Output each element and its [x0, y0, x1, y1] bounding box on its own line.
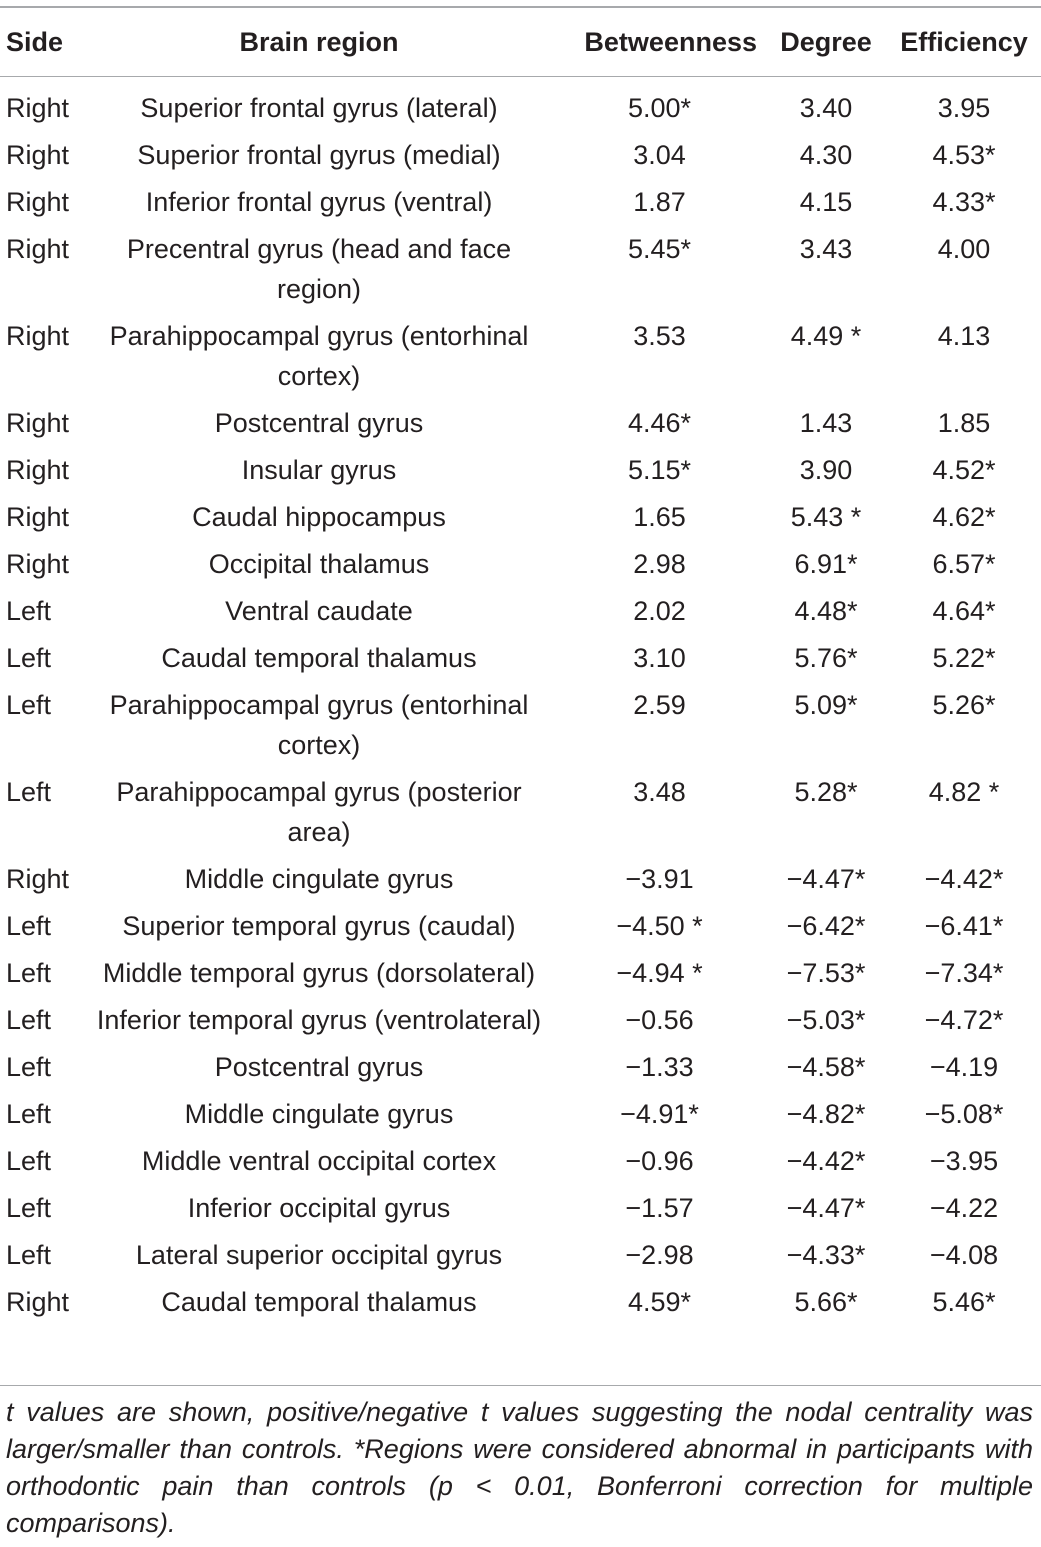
- table-row: [0, 446, 1041, 493]
- side-cell: Right: [6, 234, 70, 264]
- degree-cell: 5.66*: [794, 1287, 858, 1317]
- table-footnote: t values are shown, positive/negative t values suggesting the nodal centrality was larger/smaller than controls. *Regions were considered abnormal in participants with orthodontic pain than controls (p < 0.01, Bonferroni correction for multiple comparisons).: [6, 1397, 1033, 1538]
- table-row: [0, 1043, 1041, 1090]
- table-row: [0, 399, 1041, 446]
- efficiency-cell: −5.08*: [924, 1099, 1004, 1129]
- efficiency-cell: −7.34*: [924, 958, 1004, 988]
- side-cell: Right: [6, 321, 70, 351]
- betweenness-cell: −4.50 *: [616, 911, 703, 941]
- side-cell: Right: [6, 864, 70, 894]
- efficiency-cell: 3.95: [937, 93, 991, 123]
- table-row: [0, 681, 1041, 768]
- side-cell: Left: [6, 958, 52, 988]
- side-cell: Left: [6, 1099, 52, 1129]
- header-degree: Degree: [780, 27, 872, 57]
- brain-region-cell: Inferior temporal gyrus (ventrolateral): [96, 1005, 542, 1035]
- brain-region-cell: Caudal temporal thalamus: [161, 643, 477, 673]
- header-brain-region: Brain region: [239, 27, 399, 57]
- degree-cell: 4.30: [799, 140, 853, 170]
- side-cell: Left: [6, 1146, 52, 1176]
- efficiency-cell: 4.33*: [932, 187, 996, 217]
- side-cell: Left: [6, 1193, 52, 1223]
- brain-region-cell: Superior frontal gyrus (lateral): [140, 93, 498, 123]
- betweenness-cell: 1.65: [633, 502, 686, 532]
- brain-region-cell: Precentral gyrus (head and face region): [126, 234, 512, 304]
- side-cell: Left: [6, 1240, 52, 1270]
- brain-region-cell: Ventral caudate: [225, 596, 413, 626]
- table-row: [0, 1278, 1041, 1325]
- degree-cell: 1.43: [799, 408, 853, 438]
- degree-cell: −7.53*: [786, 958, 866, 988]
- betweenness-cell: 3.53: [633, 321, 686, 351]
- table-row: [0, 76, 1041, 131]
- degree-cell: −4.58*: [786, 1052, 866, 1082]
- degree-cell: 5.43 *: [790, 502, 862, 532]
- side-cell: Right: [6, 408, 70, 438]
- degree-cell: −4.47*: [786, 864, 866, 894]
- degree-cell: 4.15: [799, 187, 853, 217]
- degree-cell: 3.43: [799, 234, 853, 264]
- efficiency-cell: 5.26*: [932, 690, 996, 720]
- side-cell: Left: [6, 690, 52, 720]
- betweenness-cell: 3.48: [633, 777, 686, 807]
- brain-region-cell: Middle cingulate gyrus: [184, 864, 454, 894]
- betweenness-cell: −0.56: [625, 1005, 694, 1035]
- efficiency-cell: −4.22: [929, 1193, 999, 1223]
- degree-cell: −4.47*: [786, 1193, 866, 1223]
- table-row: [0, 1184, 1041, 1231]
- degree-cell: 4.48*: [794, 596, 858, 626]
- efficiency-cell: 4.64*: [932, 596, 996, 626]
- betweenness-cell: −0.96: [625, 1146, 694, 1176]
- degree-cell: −5.03*: [786, 1005, 866, 1035]
- side-cell: Right: [6, 455, 70, 485]
- efficiency-cell: −6.41*: [924, 911, 1004, 941]
- side-cell: Left: [6, 643, 52, 673]
- bottom-rule: [0, 1385, 1041, 1386]
- betweenness-cell: −3.91: [625, 864, 694, 894]
- betweenness-cell: 5.00*: [627, 93, 692, 123]
- efficiency-cell: 4.82 *: [928, 777, 1000, 807]
- header-efficiency: Efficiency: [900, 27, 1028, 57]
- degree-cell: 3.90: [799, 455, 853, 485]
- betweenness-cell: −1.33: [625, 1052, 694, 1082]
- header-side: Side: [6, 27, 64, 57]
- brain-region-cell: Inferior frontal gyrus (ventral): [145, 187, 493, 217]
- degree-cell: 5.28*: [794, 777, 858, 807]
- results-table: [0, 8, 1041, 1325]
- side-cell: Right: [6, 549, 70, 579]
- efficiency-cell: 4.52*: [932, 455, 996, 485]
- table-row: [0, 587, 1041, 634]
- degree-cell: 4.49 *: [790, 321, 862, 351]
- table-row: [0, 178, 1041, 225]
- efficiency-cell: 4.62*: [932, 502, 996, 532]
- betweenness-cell: 3.04: [633, 140, 686, 170]
- table-body: [0, 76, 1041, 1325]
- betweenness-cell: −4.94 *: [616, 958, 703, 988]
- efficiency-cell: 4.00: [937, 234, 991, 264]
- degree-cell: 6.91*: [794, 549, 858, 579]
- betweenness-cell: −2.98: [625, 1240, 694, 1270]
- degree-cell: −6.42*: [786, 911, 866, 941]
- side-cell: Right: [6, 93, 70, 123]
- degree-cell: −4.82*: [786, 1099, 866, 1129]
- betweenness-cell: 5.15*: [627, 455, 692, 485]
- efficiency-cell: −4.08: [929, 1240, 999, 1270]
- table-row: [0, 225, 1041, 312]
- header-row: [0, 8, 1041, 76]
- degree-cell: 5.09*: [794, 690, 858, 720]
- brain-region-cell: Lateral superior occipital gyrus: [135, 1240, 503, 1270]
- brain-region-cell: Caudal hippocampus: [192, 502, 446, 532]
- efficiency-cell: 5.46*: [932, 1287, 996, 1317]
- brain-region-cell: Postcentral gyrus: [214, 1052, 424, 1082]
- table-row: [0, 949, 1041, 996]
- brain-region-cell: Middle ventral occipital cortex: [141, 1146, 497, 1176]
- betweenness-cell: −1.57: [625, 1193, 694, 1223]
- efficiency-cell: −4.19: [929, 1052, 999, 1082]
- table-row: [0, 540, 1041, 587]
- side-cell: Left: [6, 777, 52, 807]
- table-row: [0, 131, 1041, 178]
- efficiency-cell: 5.22*: [932, 643, 996, 673]
- betweenness-cell: −4.91*: [620, 1099, 699, 1129]
- brain-region-cell: Parahippocampal gyrus (entorhinal cortex): [109, 690, 529, 760]
- brain-region-cell: Middle temporal gyrus (dorsolateral): [102, 958, 536, 988]
- efficiency-cell: −3.95: [929, 1146, 999, 1176]
- side-cell: Left: [6, 911, 52, 941]
- table-row: [0, 902, 1041, 949]
- side-cell: Left: [6, 1005, 52, 1035]
- degree-cell: −4.33*: [786, 1240, 866, 1270]
- table-row: [0, 1137, 1041, 1184]
- side-cell: Right: [6, 140, 70, 170]
- brain-region-cell: Parahippocampal gyrus (posterior area): [116, 777, 522, 847]
- betweenness-cell: 2.02: [633, 596, 686, 626]
- brain-region-cell: Caudal temporal thalamus: [161, 1287, 477, 1317]
- brain-region-cell: Middle cingulate gyrus: [184, 1099, 454, 1129]
- brain-region-cell: Superior temporal gyrus (caudal): [122, 911, 516, 941]
- table-row: [0, 1090, 1041, 1137]
- table-row: [0, 493, 1041, 540]
- efficiency-cell: 4.53*: [932, 140, 996, 170]
- side-cell: Right: [6, 1287, 70, 1317]
- betweenness-cell: 4.46*: [627, 408, 692, 438]
- degree-cell: 3.40: [799, 93, 853, 123]
- betweenness-cell: 2.98: [633, 549, 686, 579]
- table-row: [0, 312, 1041, 399]
- betweenness-cell: 2.59: [633, 690, 686, 720]
- betweenness-cell: 4.59*: [627, 1287, 692, 1317]
- degree-cell: −4.42*: [786, 1146, 866, 1176]
- efficiency-cell: 1.85: [937, 408, 991, 438]
- betweenness-cell: 3.10: [633, 643, 686, 673]
- betweenness-cell: 5.45*: [627, 234, 692, 264]
- degree-cell: 5.76*: [794, 643, 858, 673]
- efficiency-cell: −4.72*: [924, 1005, 1004, 1035]
- table-row: [0, 855, 1041, 902]
- side-cell: Left: [6, 596, 52, 626]
- table-row: [0, 996, 1041, 1043]
- side-cell: Left: [6, 1052, 52, 1082]
- header-betweenness: Betweenness: [584, 27, 757, 57]
- side-cell: Right: [6, 502, 70, 532]
- efficiency-cell: 6.57*: [932, 549, 996, 579]
- brain-region-cell: Postcentral gyrus: [214, 408, 424, 438]
- table-row: [0, 1231, 1041, 1278]
- brain-region-cell: Superior frontal gyrus (medial): [137, 140, 501, 170]
- brain-region-cell: Inferior occipital gyrus: [187, 1193, 451, 1223]
- brain-region-cell: Insular gyrus: [241, 455, 397, 485]
- brain-region-cell: Occipital thalamus: [208, 549, 430, 579]
- table-header: [0, 8, 1041, 76]
- table-row: [0, 768, 1041, 855]
- table-row: [0, 634, 1041, 681]
- efficiency-cell: −4.42*: [924, 864, 1004, 894]
- efficiency-cell: 4.13: [937, 321, 991, 351]
- betweenness-cell: 1.87: [633, 187, 686, 217]
- brain-region-cell: Parahippocampal gyrus (entorhinal cortex): [109, 321, 529, 391]
- side-cell: Right: [6, 187, 70, 217]
